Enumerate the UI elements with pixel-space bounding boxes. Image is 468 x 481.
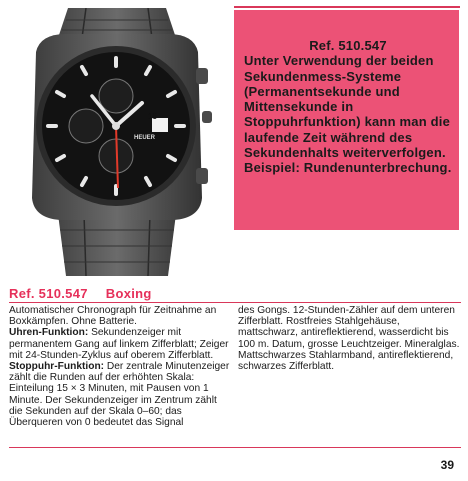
uhren-label: Uhren-Funktion:	[9, 327, 89, 339]
pink-box-body: Unter Verwendung der beiden Sekundenmess-Systeme (Permanentsekunde und Mittensekunde in Stoppuhrfunktion) kann man die laufende Zeit während des Sekundenhalts weiterverfolgen. Beispiel: Rundenunterbrechung.	[244, 53, 452, 176]
lower-bracelet	[58, 214, 176, 276]
watch-date: 15	[148, 112, 157, 121]
pink-box-title: Ref. 510.547	[309, 38, 387, 53]
product-name: Boxing	[105, 286, 152, 301]
bottom-rule	[9, 447, 461, 448]
right-column	[238, 305, 460, 372]
left-column	[9, 305, 231, 428]
right-column-text: des Gongs. 12-Stunden-Zähler auf dem unteren Zifferblatt. Rostfreies Stahlgehäuse, mattschwarz, antireflektierend, wasserdicht bis 100 m. Datum, grosse Leuchtzeiger. Mineralglas. Mattschwarzes Stahlarmband, antireflektierend, schwarzes Zifferblatt.	[238, 305, 460, 373]
upper-bracelet	[58, 8, 176, 38]
intro-text: Automatischer Chronograph für Zeitnahme an Boxkämpfen. Ohne Batterie.	[9, 305, 217, 328]
watch-photo	[6, 8, 228, 278]
heading-rule	[9, 302, 461, 303]
product-heading	[9, 286, 152, 301]
uhren-text: Sekundenzeiger mit permanentem Gang auf linkem Zifferblatt; Zeiger mit 24-Stunden-Zyklus auf oberem Zifferblatt.	[9, 327, 229, 361]
top-rule	[234, 6, 460, 8]
page-number: 39	[440, 458, 454, 472]
pink-box-text	[244, 38, 456, 176]
stopp-label: Stoppuhr-Funktion:	[9, 361, 105, 373]
product-ref: Ref. 510.547	[9, 286, 88, 301]
watch-brand: HEUER	[134, 135, 156, 141]
stopp-text: Der zentrale Minutenzeiger zählt die Runden auf der erhöhten Skala: Einteilung 15 × 3 Minuten, mit Pausen von 1 Minute. Der Sekundenzeiger im Zentrum zählt die Sekunden auf der Skala 0–60; das Überqueren von 0 bedeutet das Signal	[9, 361, 230, 429]
